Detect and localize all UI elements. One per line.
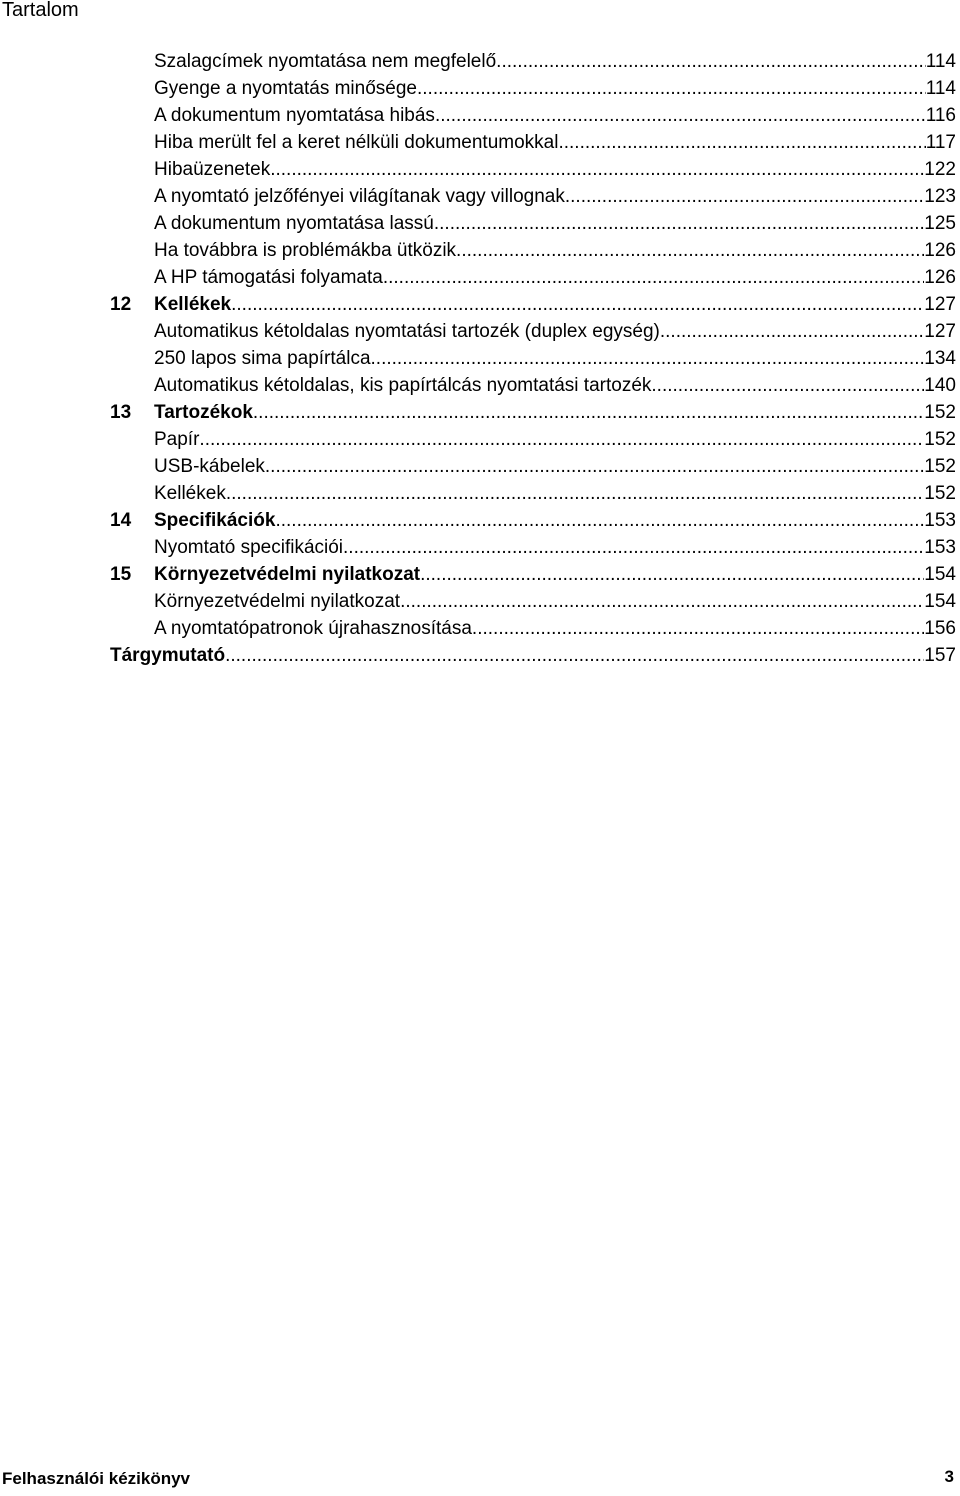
toc-dot-leader [651,372,924,399]
toc-entry[interactable] [110,48,956,75]
toc-entry-title: USB-kábelek [154,456,265,477]
toc-entry[interactable] [110,345,956,372]
toc-entry-title: A dokumentum nyomtatása hibás [154,105,435,126]
toc-dot-leader [265,453,924,480]
toc-entry[interactable] [110,318,956,345]
toc-entry-title: A nyomtatópatronok újrahasznosítása [154,618,472,639]
toc-entry[interactable] [110,264,956,291]
toc-entry-title: Kellékek [154,483,226,504]
toc-entry[interactable] [110,534,956,561]
toc-dot-leader [456,237,924,264]
toc-dot-leader [343,534,924,561]
toc-entry[interactable] [110,453,956,480]
toc-page-number: 152 [924,456,956,477]
toc-entry-title: A dokumentum nyomtatása lassú [154,213,434,234]
toc-dot-leader [253,399,924,426]
toc-chapter-entry[interactable] [110,291,956,318]
toc-entry-title: Gyenge a nyomtatás minősége [154,78,417,99]
toc-dot-leader [226,480,924,507]
toc-entry[interactable] [110,129,956,156]
toc-entry-title: Papír [154,429,200,450]
toc-dot-leader [400,588,924,615]
toc-page-number: 123 [924,186,956,207]
toc-entry[interactable] [110,372,956,399]
toc-entry-title: Automatikus kétoldalas nyomtatási tartozék (duplex egység) [154,321,660,342]
toc-dot-leader [472,615,924,642]
toc-entry-title: Kellékek [154,294,232,315]
toc-page-number: 116 [925,105,956,126]
toc-chapter-number: 12 [110,294,132,315]
toc-dot-leader [199,426,924,453]
toc-dot-leader [225,642,924,669]
toc-chapter-entry[interactable] [110,507,956,534]
toc-page-number: 153 [924,537,956,558]
toc-page-number: 127 [924,294,956,315]
table-of-contents [110,48,956,669]
toc-chapter-entry[interactable] [110,399,956,426]
toc-dot-leader [417,75,926,102]
toc-page-number: 126 [924,267,956,288]
toc-entry[interactable] [110,588,956,615]
toc-dot-leader [420,561,924,588]
toc-chapter-number: 14 [110,510,132,531]
toc-entry-title: Környezetvédelmi nyilatkozat [154,564,421,585]
toc-chapter-number: 13 [110,402,132,423]
toc-page-number: 134 [924,348,956,369]
toc-dot-leader [270,156,924,183]
footer-page-number: 3 [944,1467,954,1486]
toc-entry-title: Hibaüzenetek [154,159,271,180]
toc-entry[interactable] [110,615,956,642]
toc-entry-title: Specifikációk [154,510,276,531]
toc-page-number: 122 [924,159,956,180]
toc-dot-leader [383,264,924,291]
toc-entry[interactable] [110,210,956,237]
toc-entry-title: Nyomtató specifikációi [154,537,344,558]
toc-dot-leader [496,48,926,75]
toc-chapter-entry[interactable] [110,561,956,588]
toc-page-number: 157 [924,645,956,666]
toc-entry-title: Hiba merült fel a keret nélküli dokumentumokkal [154,132,559,153]
toc-page-number: 152 [924,402,956,423]
toc-page-number: 114 [925,78,956,99]
toc-page-number: 153 [924,510,956,531]
footer-title: Felhasználói kézikönyv [2,1469,191,1488]
toc-entry[interactable] [110,426,956,453]
toc-entry[interactable] [110,237,956,264]
toc-entry-title: A HP támogatási folyamata [154,267,383,288]
toc-page-number: 126 [924,240,956,261]
toc-dot-leader [558,129,925,156]
toc-entry-title: Ha továbbra is problémákba ütközik [154,240,457,261]
toc-dot-leader [231,291,924,318]
toc-page-number: 114 [925,51,956,72]
toc-entry[interactable] [110,642,956,669]
toc-page-number: 156 [924,618,956,639]
toc-page-number: 154 [924,591,956,612]
toc-dot-leader [434,210,924,237]
toc-page-number: 125 [924,213,956,234]
toc-page-number: 154 [924,564,956,585]
toc-dot-leader [660,318,924,345]
toc-page-number: 117 [925,132,956,153]
toc-entry-title: Környezetvédelmi nyilatkozat [154,591,401,612]
toc-dot-leader [435,102,926,129]
toc-dot-leader [565,183,924,210]
toc-entry-title: A nyomtató jelzőfényei világítanak vagy villognak [154,186,565,207]
toc-page-number: 152 [924,429,956,450]
toc-page-number: 152 [924,483,956,504]
toc-entry[interactable] [110,480,956,507]
toc-entry[interactable] [110,156,956,183]
toc-entry-title: Szalagcímek nyomtatása nem megfelelő [154,51,497,72]
toc-entry-title: 250 lapos sima papírtálca [154,348,371,369]
toc-page-number: 127 [924,321,956,342]
toc-entry[interactable] [110,102,956,129]
toc-entry[interactable] [110,183,956,210]
page-header-title: Tartalom [2,0,79,21]
toc-entry-title: Tárgymutató [110,645,226,666]
toc-dot-leader [275,507,924,534]
toc-entry-title: Tartozékok [154,402,253,423]
toc-entry[interactable] [110,75,956,102]
toc-chapter-number: 15 [110,564,132,585]
toc-dot-leader [371,345,925,372]
toc-entry-title: Automatikus kétoldalas, kis papírtálcás nyomtatási tartozék [154,375,652,396]
toc-page-number: 140 [924,375,956,396]
